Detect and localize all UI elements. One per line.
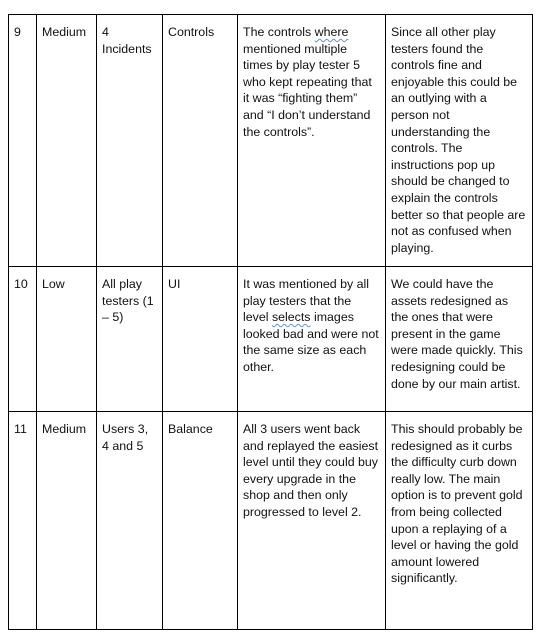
issue-number: 10 — [9, 267, 37, 412]
issue-text: The controls — [243, 25, 315, 39]
issue-text: images looked bad and were not the same size as each other. — [243, 310, 379, 374]
issue-text: It was mentioned by all play testers that the level — [243, 277, 370, 325]
issue-description-cell — [238, 267, 386, 412]
spellcheck-flagged-word: selects — [271, 310, 311, 325]
occurrence-cell: 4 Incidents — [97, 15, 163, 267]
issues-table — [8, 14, 533, 630]
issue-text: mentioned multiple times by play tester 5 who kept repeating that it was “fighting them” and “I don’t understand the controls”. — [243, 41, 372, 139]
category-cell: Balance — [163, 412, 238, 630]
table-row — [9, 412, 533, 630]
issue-number: 11 — [9, 412, 37, 630]
issue-number: 9 — [9, 15, 37, 267]
priority-cell: Medium — [37, 412, 97, 630]
solution-cell: We could have the assets redesigned as the ones that were present in the game were made quickly. This redesigning could be done by our main artist. — [386, 267, 533, 412]
table-row — [9, 267, 533, 412]
issue-description-cell — [238, 15, 386, 267]
solution-cell: This should probably be redesigned as it curbs the difficulty curb down really low. The main option is to prevent gold from being collected upon a replaying of a level or having the gold amount lowered significantly. — [386, 412, 533, 630]
priority-cell: Low — [37, 267, 97, 412]
occurrence-cell: All play testers (1 – 5) — [97, 267, 163, 412]
priority-cell: Medium — [37, 15, 97, 267]
issue-description-cell: All 3 users went back and replayed the easiest level until they could buy every upgrade in the shop and then only progressed to level 2. — [238, 412, 386, 630]
occurrence-cell: Users 3, 4 and 5 — [97, 412, 163, 630]
solution-cell: Since all other play testers found the controls fine and enjoyable this could be an outlying with a person not understanding the controls. The instructions pop up should be changed to explain the controls better so that people are not as confused when playing. — [386, 15, 533, 267]
category-cell: Controls — [163, 15, 238, 267]
category-cell: UI — [163, 267, 238, 412]
table-row — [9, 15, 533, 267]
spellcheck-flagged-word: where — [314, 25, 349, 39]
